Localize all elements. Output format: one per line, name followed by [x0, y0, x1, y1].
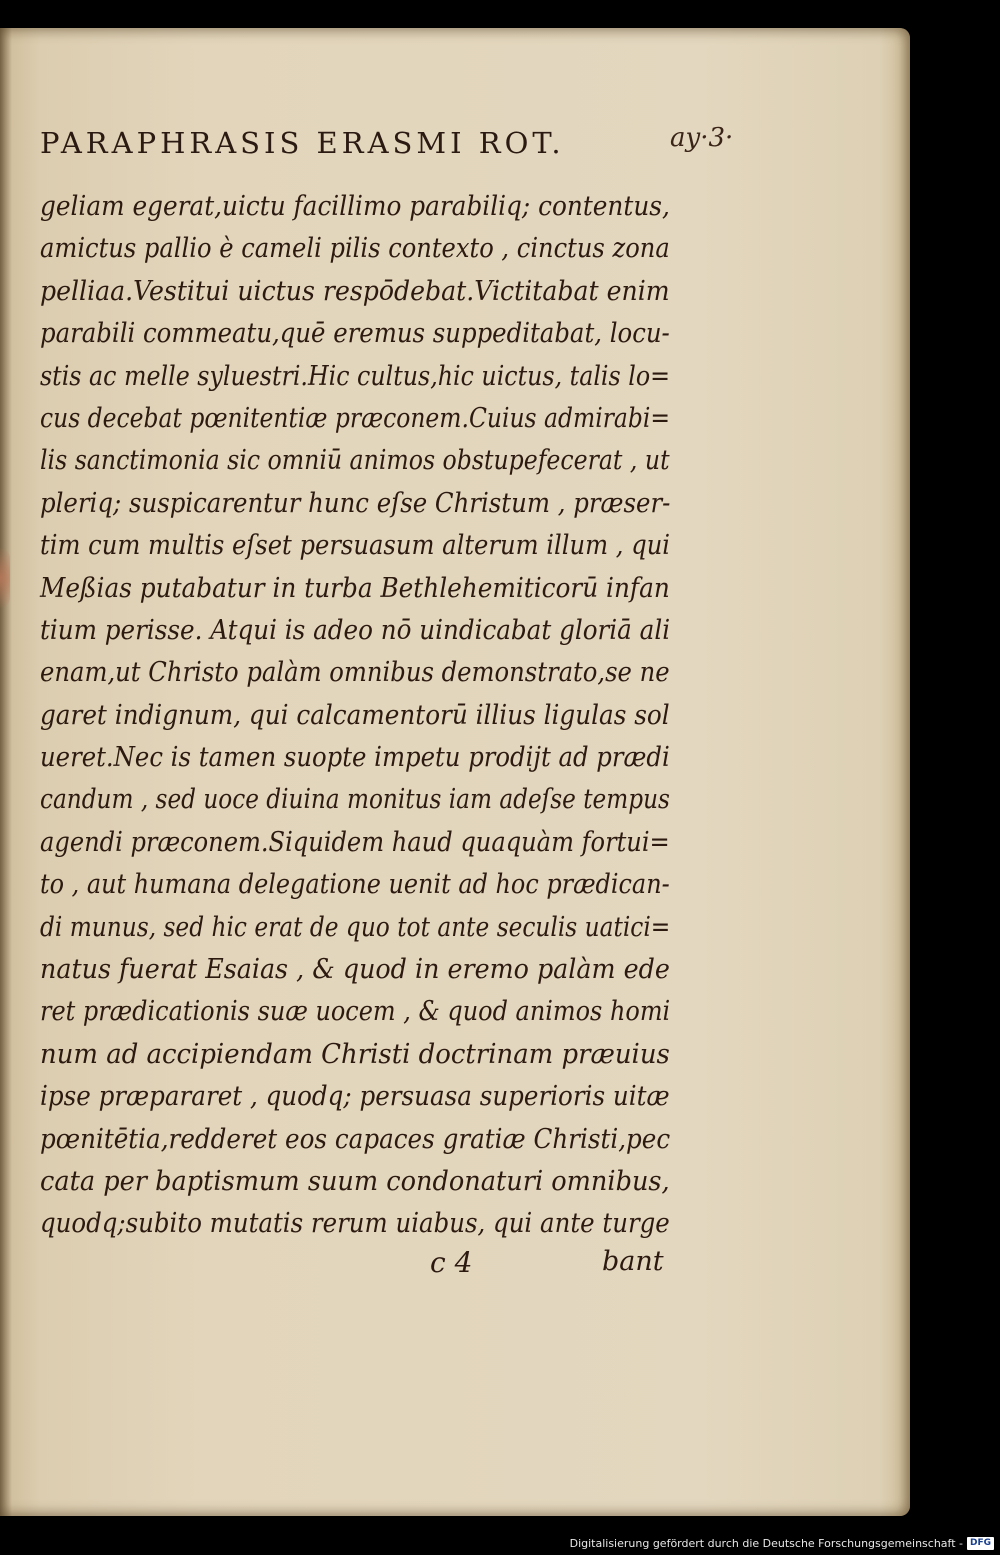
text-line: agendi præconem.Siquidem haud quaquàm fortui=: [40, 826, 670, 858]
text-line: to , aut humana delegatione uenit ad hoc prædican-: [40, 869, 670, 901]
text-line: di munus, sed hic erat de quo tot ante seculis uatici=: [40, 911, 671, 943]
running-head: PARAPHRASIS ERASMI ROT.: [40, 126, 565, 160]
folio-mark: ay·3·: [670, 123, 734, 153]
text-line: quodq;subito mutatis rerum uiabus, qui ante turge: [40, 1208, 670, 1240]
text-line: cus decebat pœnitentiæ præconem.Cuius admirabi=: [40, 402, 670, 434]
text-line: parabili commeatu,quē eremus suppeditabat, locu-: [40, 318, 670, 350]
text-line: num ad accipiendam Christi doctrinam præuius: [40, 1038, 670, 1070]
credit-text: Digitalisierung gefördert durch die Deutsche Forschungsgemeinschaft -: [569, 1537, 963, 1550]
text-line: pœnitētia,redderet eos capaces gratiæ Christi,pec: [40, 1123, 671, 1155]
text-line: amictus pallio è cameli pilis contexto , cinctus zona: [40, 233, 670, 265]
text-line: candum , sed uoce diuina monitus iam adeſse tempus: [40, 784, 670, 816]
text-line: cata per baptismum suum condonaturi omnibus,: [40, 1165, 670, 1197]
text-line: tim cum multis eſset persuasum alterum illum , qui: [40, 530, 671, 562]
page-edge-stain: [0, 548, 10, 608]
text-line: stis ac melle syluestri.Hic cultus,hic uictus, talis lo=: [40, 360, 670, 392]
text-line: enam,ut Christo palàm omnibus demonstrato,se ne: [40, 657, 670, 689]
text-line: Meßias putabatur in turba Bethlehemiticorū infan: [40, 572, 670, 604]
book-page: [0, 28, 910, 1516]
text-block: [40, 186, 670, 1246]
text-line: pelliaa.Vestitui uictus respōdebat.Victitabat enim: [40, 275, 670, 307]
catchword: bant: [602, 1246, 664, 1277]
text-line: lis sanctimonia sic omniū animos obstupefecerat , ut: [40, 445, 670, 477]
gutter-shadow: [0, 28, 12, 1516]
dfg-logo-icon: DFG: [967, 1537, 994, 1550]
text-line: ipse præpararet , quodq; persuasa superioris uitæ: [40, 1081, 670, 1113]
text-line: geliam egerat,uictu facillimo parabiliq; contentus,: [40, 191, 670, 222]
text-line: natus fuerat Esaias , & quod in eremo palàm ede: [40, 954, 670, 986]
text-line: ret prædicationis suæ uocem , & quod animos homi: [40, 996, 671, 1028]
text-line: garet indignum, qui calcamentorū illius ligulas sol: [40, 699, 670, 731]
text-line: tium perisse. Atqui is adeo nō uindicabat gloriā ali: [40, 614, 671, 646]
text-line: ueret.Nec is tamen suopte impetu prodijt ad prædi: [40, 742, 670, 774]
funding-credit: [570, 1537, 994, 1550]
text-line: pleriq; suspicarentur hunc eſse Christum , præser-: [40, 487, 671, 519]
signature-mark: c 4: [430, 1246, 473, 1279]
